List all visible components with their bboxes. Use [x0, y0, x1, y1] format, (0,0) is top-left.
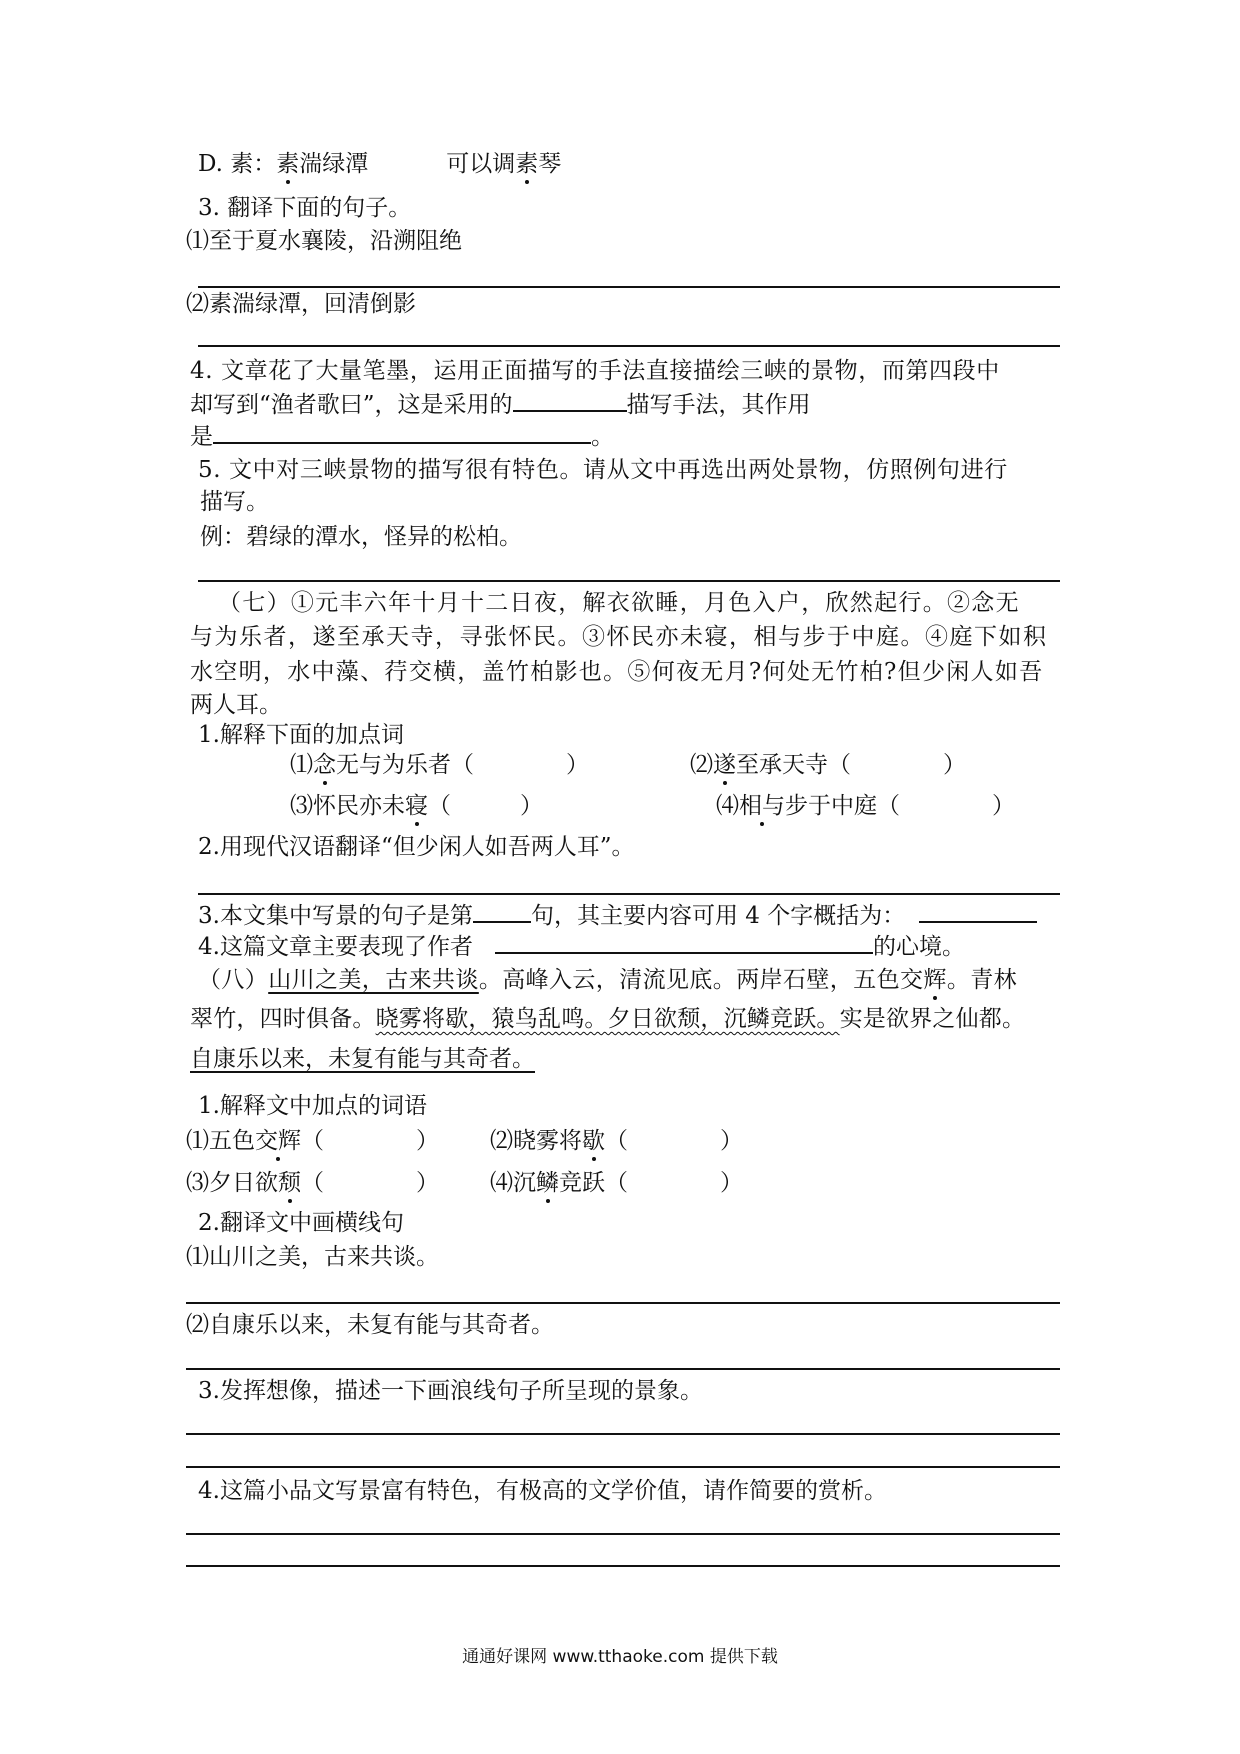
q4-line-1: 4. 文章花了大量笔墨，运用正面描写的手法直接描绘三峡的景物，而第四段中 — [190, 358, 1000, 384]
item-text: ⑶夕日欲 — [186, 1170, 278, 1196]
q5-example: 例：碧绿的潭水，怪异的松柏。 — [200, 524, 522, 550]
fill-blank[interactable] — [495, 930, 873, 954]
passage-8-line-3 — [190, 1044, 535, 1074]
answer-line[interactable] — [198, 893, 1060, 895]
item-text: 至承天寺（ ） — [736, 752, 966, 778]
item-text: ⑵ — [690, 752, 713, 778]
fill-blank[interactable] — [213, 420, 591, 444]
s8-q3: 3.发挥想像，描述一下画浪线句子所呈现的景象。 — [198, 1378, 703, 1404]
passage-text: （八） — [198, 967, 269, 993]
answer-line[interactable] — [198, 580, 1060, 582]
q4-text: 是 — [190, 424, 213, 450]
fill-blank[interactable] — [919, 899, 1037, 923]
answer-line[interactable] — [186, 1433, 1060, 1435]
passage-7-line-3: 水空明，水中藻、荇交横，盖竹柏影也。⑤何夜无月?何处无竹柏?但少闲人如吾 — [190, 659, 1044, 685]
q-text: 4.这篇文章主要表现了作者 — [198, 934, 473, 960]
item-text: （ ） — [428, 793, 543, 819]
passage-text: 翠竹，四时俱备。 — [190, 1006, 376, 1032]
q5-line-2: 描写。 — [200, 489, 269, 515]
answer-line[interactable] — [186, 1302, 1060, 1304]
dotted-char: 相与 — [739, 793, 785, 819]
item-text: 无与为乐者（ ） — [336, 752, 589, 778]
q4-text: 。 — [591, 424, 614, 450]
item-text: （ ） — [301, 1128, 439, 1154]
dotted-char: 鳞 — [536, 1170, 559, 1196]
s7-q3 — [198, 899, 1037, 931]
s8-q2-title: 2.翻译文中画横线句 — [198, 1210, 404, 1236]
underlined-sentence: 山川之美，古来共谈 — [268, 967, 479, 993]
fill-blank[interactable] — [473, 899, 531, 923]
answer-line[interactable] — [186, 1368, 1060, 1370]
s7-q1-item-3 — [290, 791, 543, 821]
option-d — [198, 149, 561, 179]
answer-line[interactable] — [186, 1565, 1060, 1567]
option-d-text: 可以调 — [446, 151, 516, 177]
dotted-char: 素 — [276, 151, 300, 177]
q4-text: 却写到“渔者歌曰”，这是采用的 — [190, 392, 513, 418]
item-text: ⑴五色 — [186, 1128, 255, 1154]
s8-q2-sentence-1: ⑴山川之美，古来共谈。 — [186, 1244, 439, 1270]
q4-line-3 — [190, 420, 614, 452]
passage-text: 实是欲界之仙都。 — [839, 1006, 1026, 1032]
item-text: ⑷沉 — [490, 1170, 536, 1196]
s8-q1-item-4 — [490, 1168, 743, 1198]
s7-q1-title: 1.解释下面的加点词 — [198, 722, 404, 748]
q-text: 句，其主要内容可用 4 个字概括为： — [530, 903, 906, 929]
s7-q1-item-4 — [716, 791, 1015, 821]
item-text: ⑴ — [290, 752, 313, 778]
passage-text: 。青林 — [946, 967, 1018, 993]
passage-text: 。高峰入云，清流见底。两岸石壁，五色交 — [478, 967, 924, 993]
dotted-char: 遂 — [713, 752, 736, 778]
answer-line[interactable] — [198, 345, 1060, 347]
s8-q1-title: 1.解释文中加点的词语 — [198, 1093, 427, 1119]
s7-q1-item-2 — [690, 750, 966, 780]
s8-q4: 4.这篇小品文写景富有特色，有极高的文学价值，请作简要的赏析。 — [198, 1478, 887, 1504]
q4-line-2 — [190, 388, 811, 420]
q3-sentence-2: ⑵素湍绿潭，回清倒影 — [186, 291, 416, 317]
q4-text: 描写手法，其作用 — [626, 392, 811, 418]
q3-title: 3. 翻译下面的句子。 — [198, 195, 412, 221]
q3-sentence-1: ⑴至于夏水襄陵，沿溯阻绝 — [186, 228, 462, 254]
dotted-char: 颓 — [278, 1170, 301, 1196]
s7-q1-item-1 — [290, 750, 589, 780]
item-text: 步于中庭（ ） — [785, 793, 1015, 819]
dotted-char: 寝 — [405, 793, 428, 819]
item-text: ⑶怀民亦未 — [290, 793, 405, 819]
dotted-char: 素 — [515, 151, 539, 177]
passage-7-line-1: （七）①元丰六年十月十二日夜，解衣欲睡，月色入户，欣然起行。②念无 — [218, 590, 1020, 616]
passage-8-line-2 — [190, 1004, 1025, 1034]
dotted-char: 念 — [313, 752, 336, 778]
wavy-sentence: 晓雾将歇，猿鸟乱鸣。夕日欲颓，沉鳞竞跃。 — [375, 1006, 840, 1032]
item-text: （ ） — [301, 1170, 439, 1196]
answer-line[interactable] — [186, 1533, 1060, 1535]
dotted-char: 辉 — [923, 967, 947, 993]
fill-blank[interactable] — [513, 388, 627, 412]
passage-7-line-4: 两人耳。 — [190, 692, 282, 718]
q5-line-1: 5. 文中对三峡景物的描写很有特色。请从文中再选出两处景物，仿照例句进行 — [198, 457, 1008, 483]
item-text: 竞跃（ ） — [559, 1170, 743, 1196]
answer-line[interactable] — [198, 286, 1060, 288]
s7-q4 — [198, 930, 965, 962]
page-footer: 通通好课网 www.tthaoke.com 提供下载 — [462, 1647, 778, 1667]
q-text: 3.本文集中写景的句子是第 — [198, 903, 473, 929]
s7-q2: 2.用现代汉语翻译“但少闲人如吾两人耳”。 — [198, 834, 635, 860]
option-d-label: D. 素： — [198, 151, 277, 177]
option-d-text: 湍绿潭 — [299, 151, 369, 177]
option-d-text: 琴 — [538, 151, 562, 177]
item-text: （ ） — [605, 1128, 743, 1154]
passage-7-line-2: 与为乐者，遂至承天寺，寻张怀民。③怀民亦未寝，相与步于中庭。④庭下如积 — [190, 624, 1048, 650]
underlined-sentence: 自康乐以来，未复有能与其奇者。 — [190, 1046, 535, 1072]
s8-q1-item-2 — [490, 1126, 743, 1156]
s8-q2-sentence-2: ⑵自康乐以来，未复有能与其奇者。 — [186, 1312, 554, 1338]
s8-q1-item-1 — [186, 1126, 439, 1156]
s8-q1-item-3 — [186, 1168, 439, 1198]
answer-line[interactable] — [186, 1466, 1060, 1468]
item-text: ⑵晓雾将 — [490, 1128, 582, 1154]
q-text: 的心境。 — [872, 934, 965, 960]
passage-8-line-1 — [198, 965, 1017, 995]
dotted-char: 交辉 — [255, 1128, 301, 1154]
dotted-char: 歇 — [582, 1128, 605, 1154]
item-text: ⑷ — [716, 793, 739, 819]
